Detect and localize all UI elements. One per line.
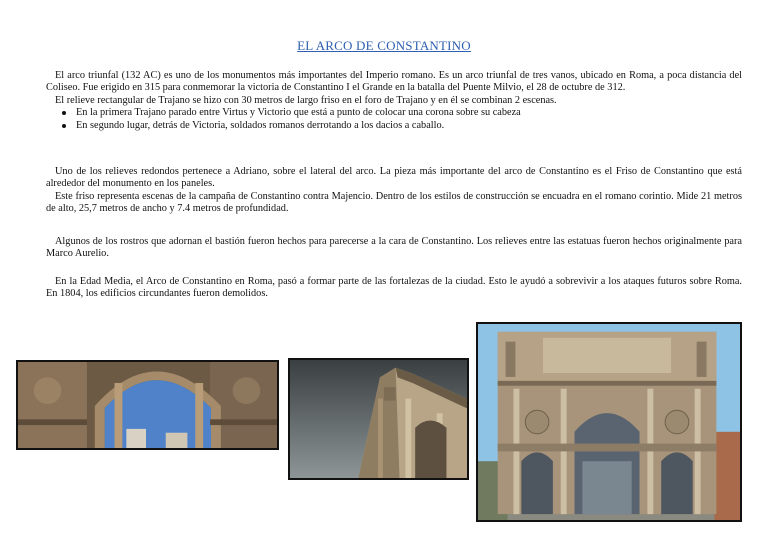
paragraph-3: Uno de los relieves redondos pertenece a Adriano, sobre el lateral del arco. La pieza más importante del arco de Constantino es el Friso de Constantino que está alrededor del monumento en los paneles.: [46, 166, 742, 190]
arch-full-image: [478, 324, 740, 520]
section-middle-ages: [46, 276, 742, 301]
bullet-item-2: En segundo lugar, detrás de Victoria, soldados romanos derrotando a los dacios a caballo.: [76, 120, 742, 132]
arch-detail-image: [18, 362, 277, 448]
paragraph-5: Algunos de los rostros que adornan el bastión fueron hechos para parecerse a la cara de Constantino. Los relieves entre las estatuas fueron hechos originalmente para Marco Aurelio.: [46, 236, 742, 260]
paragraph-6: En la Edad Media, el Arco de Constantino en Roma, pasó a formar parte de las fortalezas de la ciudad. Esto le ayudó a sobrevivir a los ataques futuros sobre Roma. En 1804, los edificios circundantes fueron demolidos.: [46, 276, 742, 300]
arch-corner-photo: [288, 358, 469, 480]
paragraph-2: El relieve rectangular de Trajano se hizo con 30 metros de largo friso en el foro de Trajano y en él se combinan 2 escenas.: [55, 94, 557, 106]
arch-detail-photo: [16, 360, 279, 450]
arch-corner-image: [290, 360, 467, 478]
paragraph-4: Este friso representa escenas de la campaña de Constantino contra Majencio. Dentro de los estilos de construcción se encuadra en el romano corintio. Mide 21 metros de alto, 25,7 metros de ancho y 7.4 metros de profundidad.: [46, 190, 742, 215]
bullet-item-1: En la primera Trajano parado entre Virtus y Victorio que está a punto de colocar una corona sobre su cabeza: [76, 107, 742, 119]
arch-full-photo: [476, 322, 742, 522]
bullet-list: [46, 107, 742, 132]
paragraph-1: El arco triunfal (132 AC) es uno de los monumentos más importantes del Imperio romano. Es un arco triunfal de tres vanos, ubicado en Roma, a poca distancia del Coliseo. Fue erigido en 315 para conmemorar la victoria de Constantino I el Grande en la batalla del Puente Milvio, el 28 de octubre de 312.: [46, 70, 742, 94]
section-reliefs: [46, 166, 742, 216]
section-intro: [46, 70, 742, 132]
section-faces: [46, 236, 742, 261]
document-title: EL ARCO DE CONSTANTINO: [297, 38, 471, 53]
